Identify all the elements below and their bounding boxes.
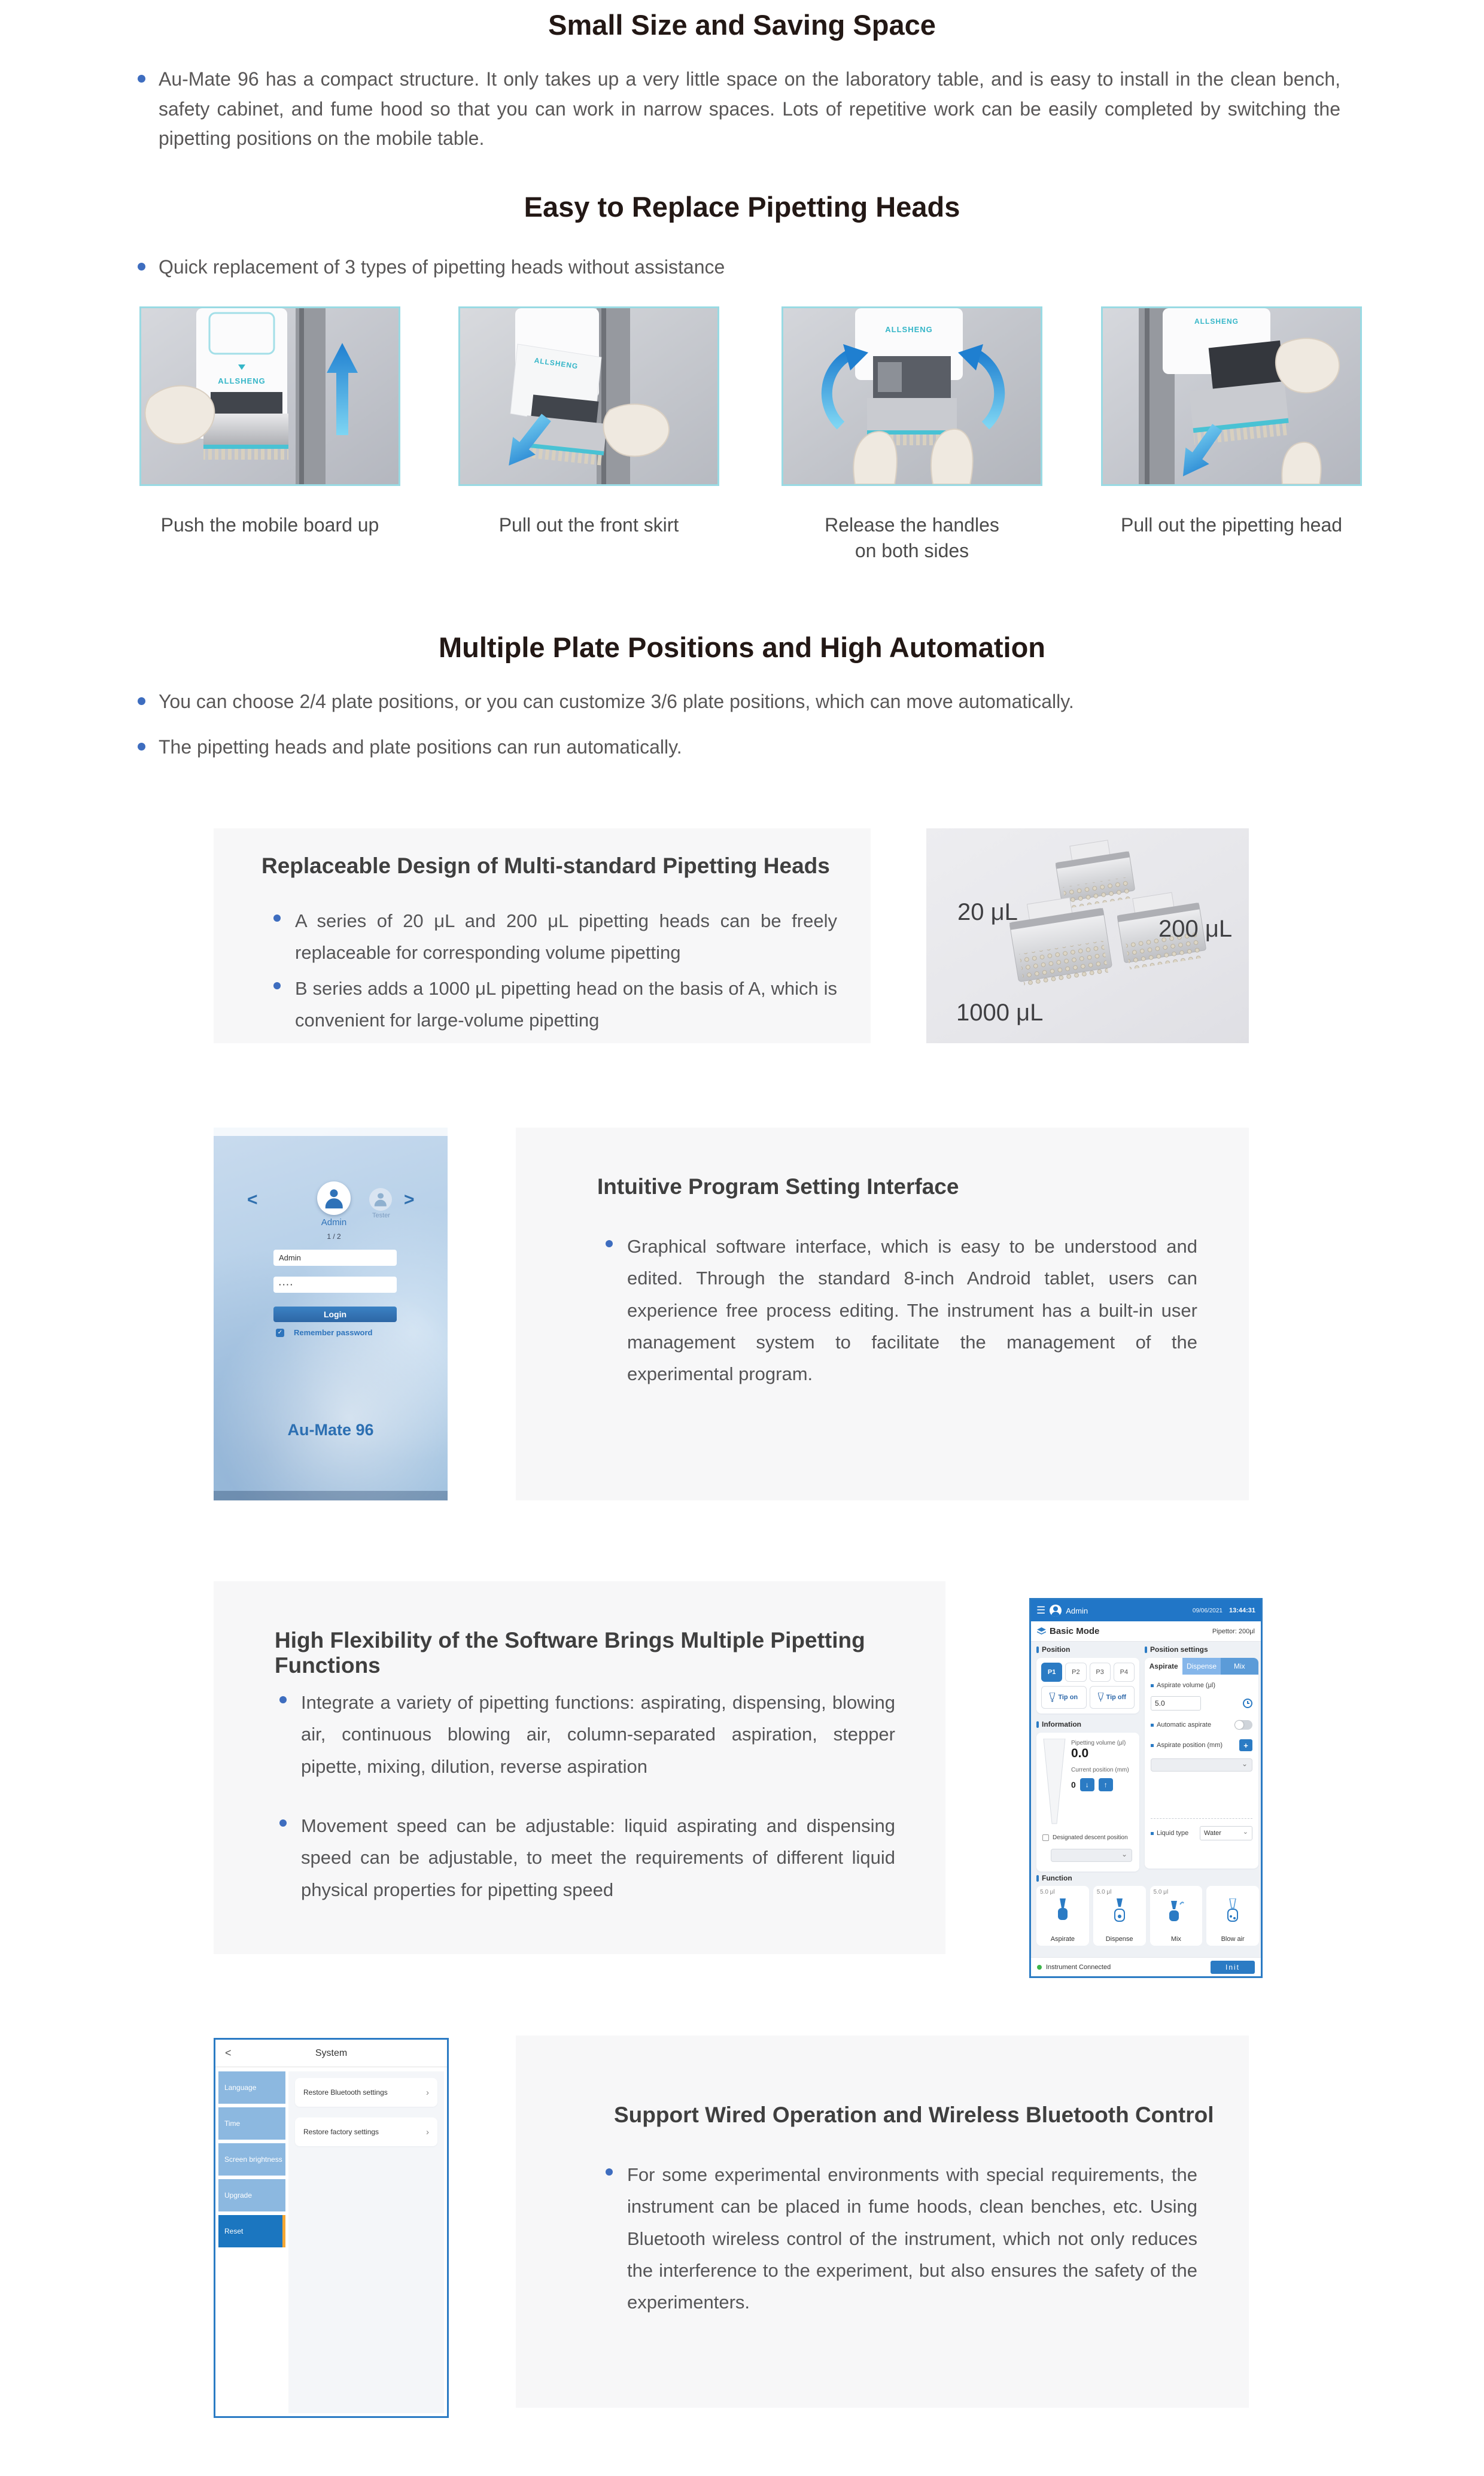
function-aspirate-card[interactable]: 5.0 μl Aspirate xyxy=(1036,1886,1089,1946)
replace-heads-text: Quick replacement of 3 types of pipetting heads without assistance xyxy=(159,256,725,278)
blow-air-icon xyxy=(1225,1898,1240,1922)
aspirate-icon xyxy=(1056,1898,1070,1922)
position-p3-button[interactable]: P3 xyxy=(1090,1663,1111,1682)
descent-position-label: Designated descent position xyxy=(1053,1834,1128,1841)
tester-label: Tester xyxy=(372,1212,390,1219)
pipetting-volume-value: 0.0 xyxy=(1071,1746,1089,1760)
dispense-icon xyxy=(1112,1898,1127,1922)
sidebar-item-time[interactable]: Time xyxy=(218,2107,285,2140)
label-1000ul: 1000 μL xyxy=(956,999,1044,1026)
bullet-dot xyxy=(606,2168,613,2176)
descent-dropdown[interactable] xyxy=(1051,1849,1132,1862)
software-user: Admin xyxy=(1066,1606,1088,1615)
step-caption: Pull out the pipetting head xyxy=(1120,514,1343,536)
card-bullet: For some experimental environments with special requirements, the instrument can be placed in fume hoods, clean benches, etc. Using Bluetooth wireless control of the instrument, which not only reduces the interference to the experiment, but also ensures the safety of the experimenters. xyxy=(606,2159,1197,2319)
pipetting-volume-label: Pipetting volume (μl) xyxy=(1071,1740,1126,1746)
plate-positions-text-2: The pipetting heads and plate positions can run automatically. xyxy=(159,736,682,758)
section-information-label: Information xyxy=(1036,1720,1139,1728)
position-plus-button[interactable]: + xyxy=(1239,1739,1252,1751)
function-mix-card[interactable]: 5.0 μl Mix xyxy=(1150,1886,1203,1946)
plate-positions-bullet-2 xyxy=(138,733,1340,762)
pipetting-heads-photo xyxy=(926,828,1249,1043)
plate-positions-text-1: You can choose 2/4 plate positions, or you can customize 3/6 plate positions, which can move automatically. xyxy=(159,691,1074,712)
divider xyxy=(1151,1818,1252,1819)
menu-icon[interactable]: ☰ xyxy=(1036,1605,1046,1616)
system-sidebar xyxy=(218,2071,285,2247)
bullet-dot xyxy=(138,743,145,751)
svg-text:ALLSHENG: ALLSHENG xyxy=(1194,317,1239,326)
heading-plate-positions: Multiple Plate Positions and High Automation xyxy=(439,631,1045,663)
mix-icon xyxy=(1167,1898,1185,1922)
current-position-value: 0 xyxy=(1071,1780,1076,1790)
remember-checkbox[interactable]: ✓ xyxy=(276,1329,284,1337)
system-title: System xyxy=(315,2047,348,2058)
system-content xyxy=(288,2071,444,2413)
small-size-bullet xyxy=(138,65,1340,154)
system-header xyxy=(215,2040,447,2067)
card-bullet: Movement speed can be adjustable: liquid aspirating and dispensing speed can be adjustable, to meet the requirements of different liquid physical properties for pipetting speed xyxy=(279,1810,895,1906)
user-pager: 1 / 2 xyxy=(327,1232,341,1241)
tip-icon xyxy=(1050,1693,1055,1702)
section-function-label: Function xyxy=(1036,1874,1072,1882)
login-screenshot xyxy=(214,1128,448,1500)
user-icon xyxy=(374,1193,388,1207)
move-up-button[interactable]: ↑ xyxy=(1099,1778,1113,1791)
label-200ul: 200 μL xyxy=(1158,916,1233,942)
system-settings-screenshot xyxy=(214,2038,449,2418)
information-card xyxy=(1036,1733,1139,1872)
login-button[interactable]: Login xyxy=(273,1307,397,1322)
current-position-label: Current position (mm) xyxy=(1071,1767,1129,1773)
tab-dispense[interactable]: Dispense xyxy=(1182,1658,1220,1675)
function-blow-air-card[interactable]: Blow air xyxy=(1206,1886,1259,1946)
chevron-right-icon: › xyxy=(426,2087,429,2098)
remember-label: Remember password xyxy=(294,1328,373,1337)
username-input[interactable] xyxy=(273,1250,397,1266)
restore-factory-row[interactable]: Restore factory settings › xyxy=(295,2117,437,2146)
tab-aspirate[interactable]: Aspirate xyxy=(1145,1658,1182,1675)
user-avatar-icon xyxy=(1050,1605,1062,1617)
user-icon xyxy=(324,1188,344,1208)
sidebar-item-screen-brightness[interactable]: Screen brightness xyxy=(218,2143,285,2176)
settings-card xyxy=(1145,1658,1258,1869)
position-p1-button[interactable]: P1 xyxy=(1041,1663,1062,1682)
sidebar-item-language[interactable]: Language xyxy=(218,2071,285,2104)
descent-position-checkbox[interactable] xyxy=(1042,1834,1049,1841)
card-bullet: Integrate a variety of pipetting functions: aspirating, dispensing, blowing air, continuous blowing air, column-separated aspiration, stepper pipette, mixing, dilution, reverse aspiration xyxy=(279,1687,895,1782)
card-title: Intuitive Program Setting Interface xyxy=(597,1174,959,1199)
svg-text:ALLSHENG: ALLSHENG xyxy=(533,356,579,371)
pipette-tip-graphic xyxy=(1041,1739,1068,1828)
svg-text:ALLSHENG: ALLSHENG xyxy=(885,325,933,334)
software-statusbar xyxy=(1031,1957,1261,1976)
card-title: High Flexibility of the Software Brings Multiple Pipetting Functions xyxy=(275,1628,865,1678)
automatic-aspirate-label: Automatic aspirate xyxy=(1151,1721,1211,1728)
connection-status: Instrument Connected xyxy=(1046,1963,1111,1971)
aspirate-position-label: Aspirate position (mm) xyxy=(1151,1742,1223,1749)
settings-tabs xyxy=(1145,1658,1258,1675)
bullet-dot xyxy=(279,1819,287,1827)
position-p2-button[interactable]: P2 xyxy=(1065,1663,1086,1682)
avatar-tester[interactable] xyxy=(369,1188,392,1211)
card-title: Replaceable Design of Multi-standard Pipetting Heads xyxy=(261,853,830,878)
small-size-paragraph: Au-Mate 96 has a compact structure. It only takes up a very little space on the laboratory table, and is easy to install in the clean bench, safety cabinet, and fume hood so that you can work in narrow spaces. Lots of repetitive work can be easily completed by switching the pipetting positions on the mobile table. xyxy=(159,68,1340,150)
aumate-logo: Au-Mate 96 xyxy=(287,1421,374,1439)
bullet-dot xyxy=(138,75,145,83)
next-user-arrow[interactable]: > xyxy=(404,1190,415,1210)
tip-on-button[interactable]: Tip on xyxy=(1041,1686,1087,1709)
layers-icon xyxy=(1037,1627,1046,1635)
section-settings-label: Position settings xyxy=(1145,1645,1258,1654)
liquid-type-label: Liquid type xyxy=(1151,1830,1188,1837)
card-title: Support Wired Operation and Wireless Bluetooth Control xyxy=(614,2103,1214,2127)
restore-bluetooth-row[interactable]: Restore Bluetooth settings › xyxy=(295,2078,437,2107)
bullet-dot xyxy=(606,1240,613,1247)
connection-status-icon xyxy=(1037,1965,1042,1970)
admin-label: Admin xyxy=(321,1217,347,1228)
plate-positions-bullet-1 xyxy=(138,687,1340,717)
heading-replace-heads: Easy to Replace Pipetting Heads xyxy=(524,191,960,223)
software-time: 13:44:31 xyxy=(1228,1607,1255,1614)
step-caption: Push the mobile board up xyxy=(160,514,379,536)
replace-heads-bullet xyxy=(138,253,975,282)
card-high-flexibility xyxy=(214,1581,945,1954)
sidebar-item-upgrade[interactable]: Upgrade xyxy=(218,2179,285,2211)
chevron-right-icon: › xyxy=(426,2126,429,2137)
heading-small-size: Small Size and Saving Space xyxy=(548,9,936,41)
tip-icon xyxy=(1098,1693,1103,1702)
card-bluetooth-control xyxy=(516,2036,1249,2408)
prev-user-arrow[interactable]: < xyxy=(247,1190,258,1210)
step-photo-pull-head xyxy=(1101,306,1362,486)
position-card xyxy=(1036,1658,1139,1714)
card-bullet: B series adds a 1000 μL pipetting head on the basis of A, which is convenient for large-volume pipetting xyxy=(273,973,837,1037)
mode-title: Basic Mode xyxy=(1050,1626,1100,1636)
bullet-dot xyxy=(273,982,281,989)
head-1000ul xyxy=(1007,893,1114,989)
pipettor-status: Pipettor: 200μl xyxy=(1212,1627,1255,1635)
aspirate-volume-input[interactable] xyxy=(1151,1696,1201,1711)
tab-mix[interactable]: Mix xyxy=(1221,1658,1258,1675)
basic-mode-screenshot xyxy=(1029,1598,1263,1978)
bullet-dot xyxy=(279,1696,287,1703)
liquid-type-select[interactable]: Water ⌄ xyxy=(1200,1826,1252,1840)
card-bullet: A series of 20 μL and 200 μL pipetting heads can be freely replaceable for corresponding volume pipetting xyxy=(273,905,837,969)
step-caption: Release the handles on both sides xyxy=(825,514,999,562)
bullet-dot xyxy=(273,915,281,922)
tip-off-button[interactable]: Tip off xyxy=(1090,1686,1135,1709)
step-photo-release-handles xyxy=(781,306,1042,486)
avatar-admin[interactable] xyxy=(317,1181,351,1215)
move-down-button[interactable]: ↓ xyxy=(1080,1778,1094,1791)
automatic-aspirate-toggle[interactable] xyxy=(1234,1720,1252,1730)
timer-icon[interactable] xyxy=(1243,1699,1252,1708)
step-caption: Pull out the front skirt xyxy=(498,514,679,536)
aspirate-position-dropdown[interactable] xyxy=(1151,1758,1252,1772)
back-arrow[interactable]: < xyxy=(225,2047,232,2059)
brand-text: ALLSHENG xyxy=(218,376,266,385)
position-p4-button[interactable]: P4 xyxy=(1114,1663,1135,1682)
label-20ul: 20 μL xyxy=(957,899,1018,925)
bullet-dot xyxy=(138,263,145,271)
step-photo-front-skirt xyxy=(458,306,719,486)
init-button[interactable]: Init xyxy=(1211,1961,1255,1974)
card-intuitive-interface xyxy=(516,1128,1249,1500)
password-input[interactable] xyxy=(273,1277,397,1293)
mode-bar xyxy=(1031,1621,1261,1642)
function-dispense-card[interactable]: 5.0 μl Dispense xyxy=(1093,1886,1146,1946)
aspirate-volume-label: Aspirate volume (μl) xyxy=(1151,1682,1252,1689)
software-date: 09/06/2021 xyxy=(1192,1607,1223,1614)
step-photo-push-board xyxy=(139,306,400,486)
bullet-dot xyxy=(138,697,145,705)
sidebar-item-reset[interactable]: Reset xyxy=(218,2215,285,2247)
card-bullet: Graphical software interface, which is easy to be understood and edited. Through the standard 8-inch Android tablet, users can experience free process editing. The instrument has a built-in user management system to facilitate the management of the experimental program. xyxy=(606,1231,1197,1390)
section-position-label: Position xyxy=(1036,1645,1139,1654)
software-topbar xyxy=(1031,1600,1261,1621)
card-replaceable-design xyxy=(214,828,871,1043)
